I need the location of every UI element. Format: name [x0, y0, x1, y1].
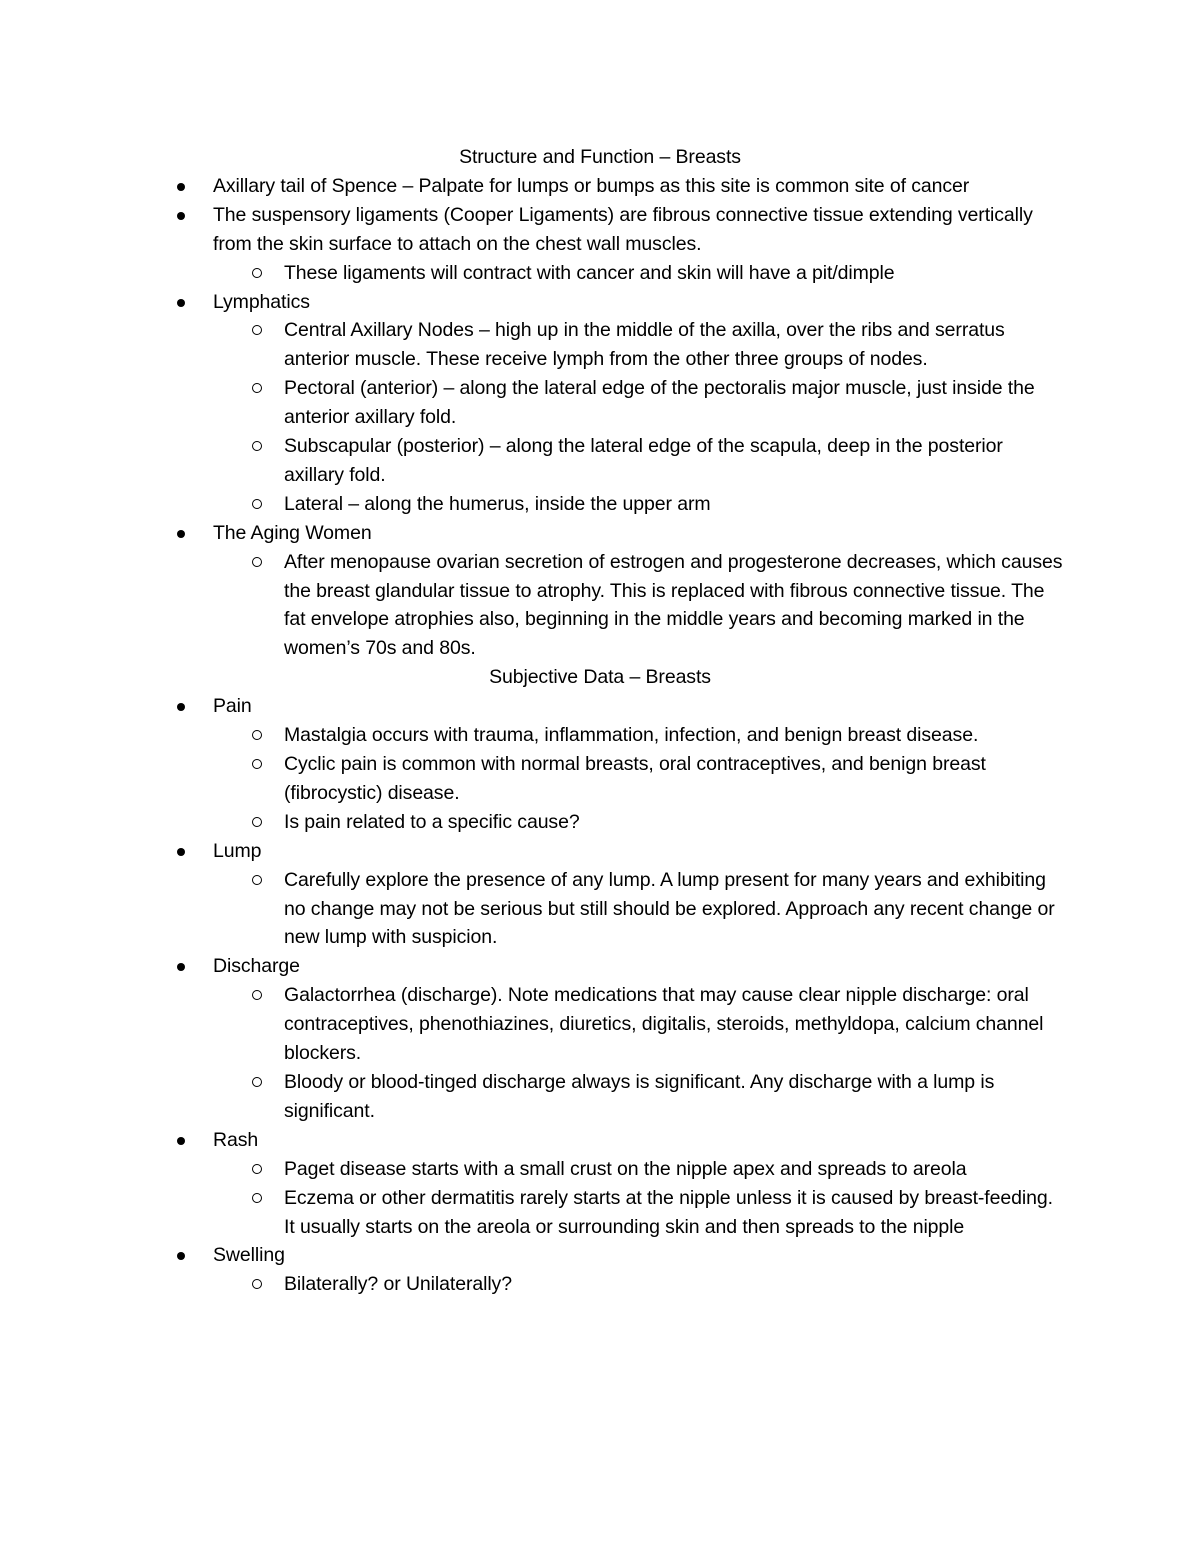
hollow-bullet-icon [252, 1279, 262, 1289]
hollow-bullet-icon [252, 383, 262, 393]
sub-list-item [245, 981, 1064, 1068]
sub-list-item-text: Cyclic pain is common with normal breasts, oral contraceptives, and benign breast (fibrocystic) disease. [284, 753, 986, 804]
bullet-dot-icon [177, 848, 185, 856]
section-heading-structure-function [0, 143, 1200, 172]
hollow-bullet-icon [252, 759, 262, 769]
sub-list [213, 548, 1064, 664]
sub-list-item-text: After menopause ovarian secretion of estrogen and progesterone decreases, which causes the breast glandular tissue to atrophy. This is replaced with fibrous connective tissue. The fat envelope atrophies also, beginning in the middle years and becoming marked in the women’s 70s and 80s. [284, 550, 1063, 660]
bullet-dot-icon [177, 703, 185, 711]
hollow-bullet-icon [252, 499, 262, 509]
list-item [174, 692, 1064, 837]
sub-list-item-text: Lateral – along the humerus, inside the upper arm [284, 492, 711, 515]
sub-list-item [245, 750, 1064, 808]
sub-list-item [245, 866, 1064, 953]
sub-list [213, 316, 1064, 518]
list-item [174, 1126, 1064, 1242]
sub-list-item-text: Bloody or blood-tinged discharge always is significant. Any discharge with a lump is significant. [284, 1070, 995, 1122]
list-item-text: Pain [213, 695, 252, 718]
document-body [174, 143, 1064, 1299]
list-item-text: Swelling [213, 1244, 285, 1267]
sub-list [213, 866, 1064, 953]
bullet-dot-icon [177, 530, 185, 538]
list-item-text: Rash [213, 1128, 259, 1151]
sub-list-item [245, 1068, 1064, 1126]
bullet-dot-icon [177, 183, 185, 191]
bullet-dot-icon [177, 1252, 185, 1260]
hollow-bullet-icon [252, 1193, 262, 1203]
sub-list-item-text: Bilaterally? or Unilaterally? [284, 1273, 512, 1296]
sub-list-item [245, 808, 1064, 837]
list-item [174, 172, 1064, 201]
list-item-text: The Aging Women [213, 521, 372, 544]
sub-list-item [245, 1155, 1064, 1184]
sub-list-item [245, 316, 1064, 374]
sub-list-item [245, 490, 1064, 519]
hollow-bullet-icon [252, 268, 262, 278]
bullet-dot-icon [177, 963, 185, 971]
sub-list-item-text: Galactorrhea (discharge). Note medications that may cause clear nipple discharge: oral contraceptives, phenothiazines, diuretics, digitalis, steroids, methyldopa, calcium channel blockers. [284, 984, 1044, 1065]
hollow-bullet-icon [252, 1077, 262, 1087]
sub-list-item-text: Carefully explore the presence of any lump. A lump present for many years and exhibiting no change may not be serious but still should be explored. Approach any recent change or new lump with suspicion. [284, 868, 1055, 949]
hollow-bullet-icon [252, 441, 262, 451]
hollow-bullet-icon [252, 730, 262, 740]
hollow-bullet-icon [252, 557, 262, 567]
list-item-text: Lump [213, 839, 262, 862]
bullet-dot-icon [177, 299, 185, 307]
hollow-bullet-icon [252, 875, 262, 885]
list-item-text: Lymphatics [213, 290, 310, 313]
list-item [174, 1241, 1064, 1299]
sub-list [213, 981, 1064, 1126]
sub-list [213, 259, 1064, 288]
list-item-text: Discharge [213, 955, 300, 978]
list-item [174, 519, 1064, 664]
sub-list-item-text: These ligaments will contract with cancer and skin will have a pit/dimple [284, 261, 895, 284]
sub-list-item-text: Is pain related to a specific cause? [284, 810, 580, 833]
sub-list-item-text: Subscapular (posterior) – along the lateral edge of the scapula, deep in the posterior axillary fold. [284, 435, 1003, 486]
list-item-text: Axillary tail of Spence – Palpate for lumps or bumps as this site is common site of cancer [213, 174, 970, 197]
bullet-list-subjective-data [174, 692, 1064, 1299]
bullet-dot-icon [177, 1137, 185, 1145]
sub-list-item-text: Central Axillary Nodes – high up in the middle of the axilla, over the ribs and serratus anterior muscle. These receive lymph from the other three groups of nodes. [284, 319, 1005, 371]
list-item [174, 201, 1064, 288]
bullet-list-structure-function [174, 172, 1064, 663]
sub-list-item [245, 374, 1064, 432]
sub-list-item-text: Pectoral (anterior) – along the lateral edge of the pectoralis major muscle, just inside the anterior axillary fold. [284, 377, 1035, 429]
sub-list-item [245, 548, 1064, 664]
heading-text: Subjective Data – Breasts [489, 666, 711, 689]
hollow-bullet-icon [252, 817, 262, 827]
list-item [174, 837, 1064, 953]
section-heading-subjective-data [0, 663, 1200, 692]
list-item [174, 288, 1064, 519]
list-item [174, 952, 1064, 1125]
sub-list-item [245, 432, 1064, 490]
hollow-bullet-icon [252, 990, 262, 1000]
hollow-bullet-icon [252, 325, 262, 335]
sub-list [213, 1270, 1064, 1299]
sub-list-item-text: Mastalgia occurs with trauma, inflammation, infection, and benign breast disease. [284, 724, 979, 747]
sub-list-item [245, 1184, 1064, 1242]
sub-list-item [245, 721, 1064, 750]
sub-list-item [245, 1270, 1064, 1299]
hollow-bullet-icon [252, 1164, 262, 1174]
sub-list-item-text: Paget disease starts with a small crust on the nipple apex and spreads to areola [284, 1157, 967, 1180]
sub-list-item-text: Eczema or other dermatitis rarely starts at the nipple unless it is caused by breast-feeding. It usually starts on the areola or surrounding skin and then spreads to the nipple [284, 1186, 1053, 1238]
list-item-text: The suspensory ligaments (Cooper Ligaments) are fibrous connective tissue extending vertically from the skin surface to attach on the chest wall muscles. [213, 203, 1033, 255]
sub-list-item [245, 259, 1064, 288]
bullet-dot-icon [177, 212, 185, 220]
sub-list [213, 1155, 1064, 1242]
heading-text: Structure and Function – Breasts [459, 146, 741, 168]
sub-list [213, 721, 1064, 837]
